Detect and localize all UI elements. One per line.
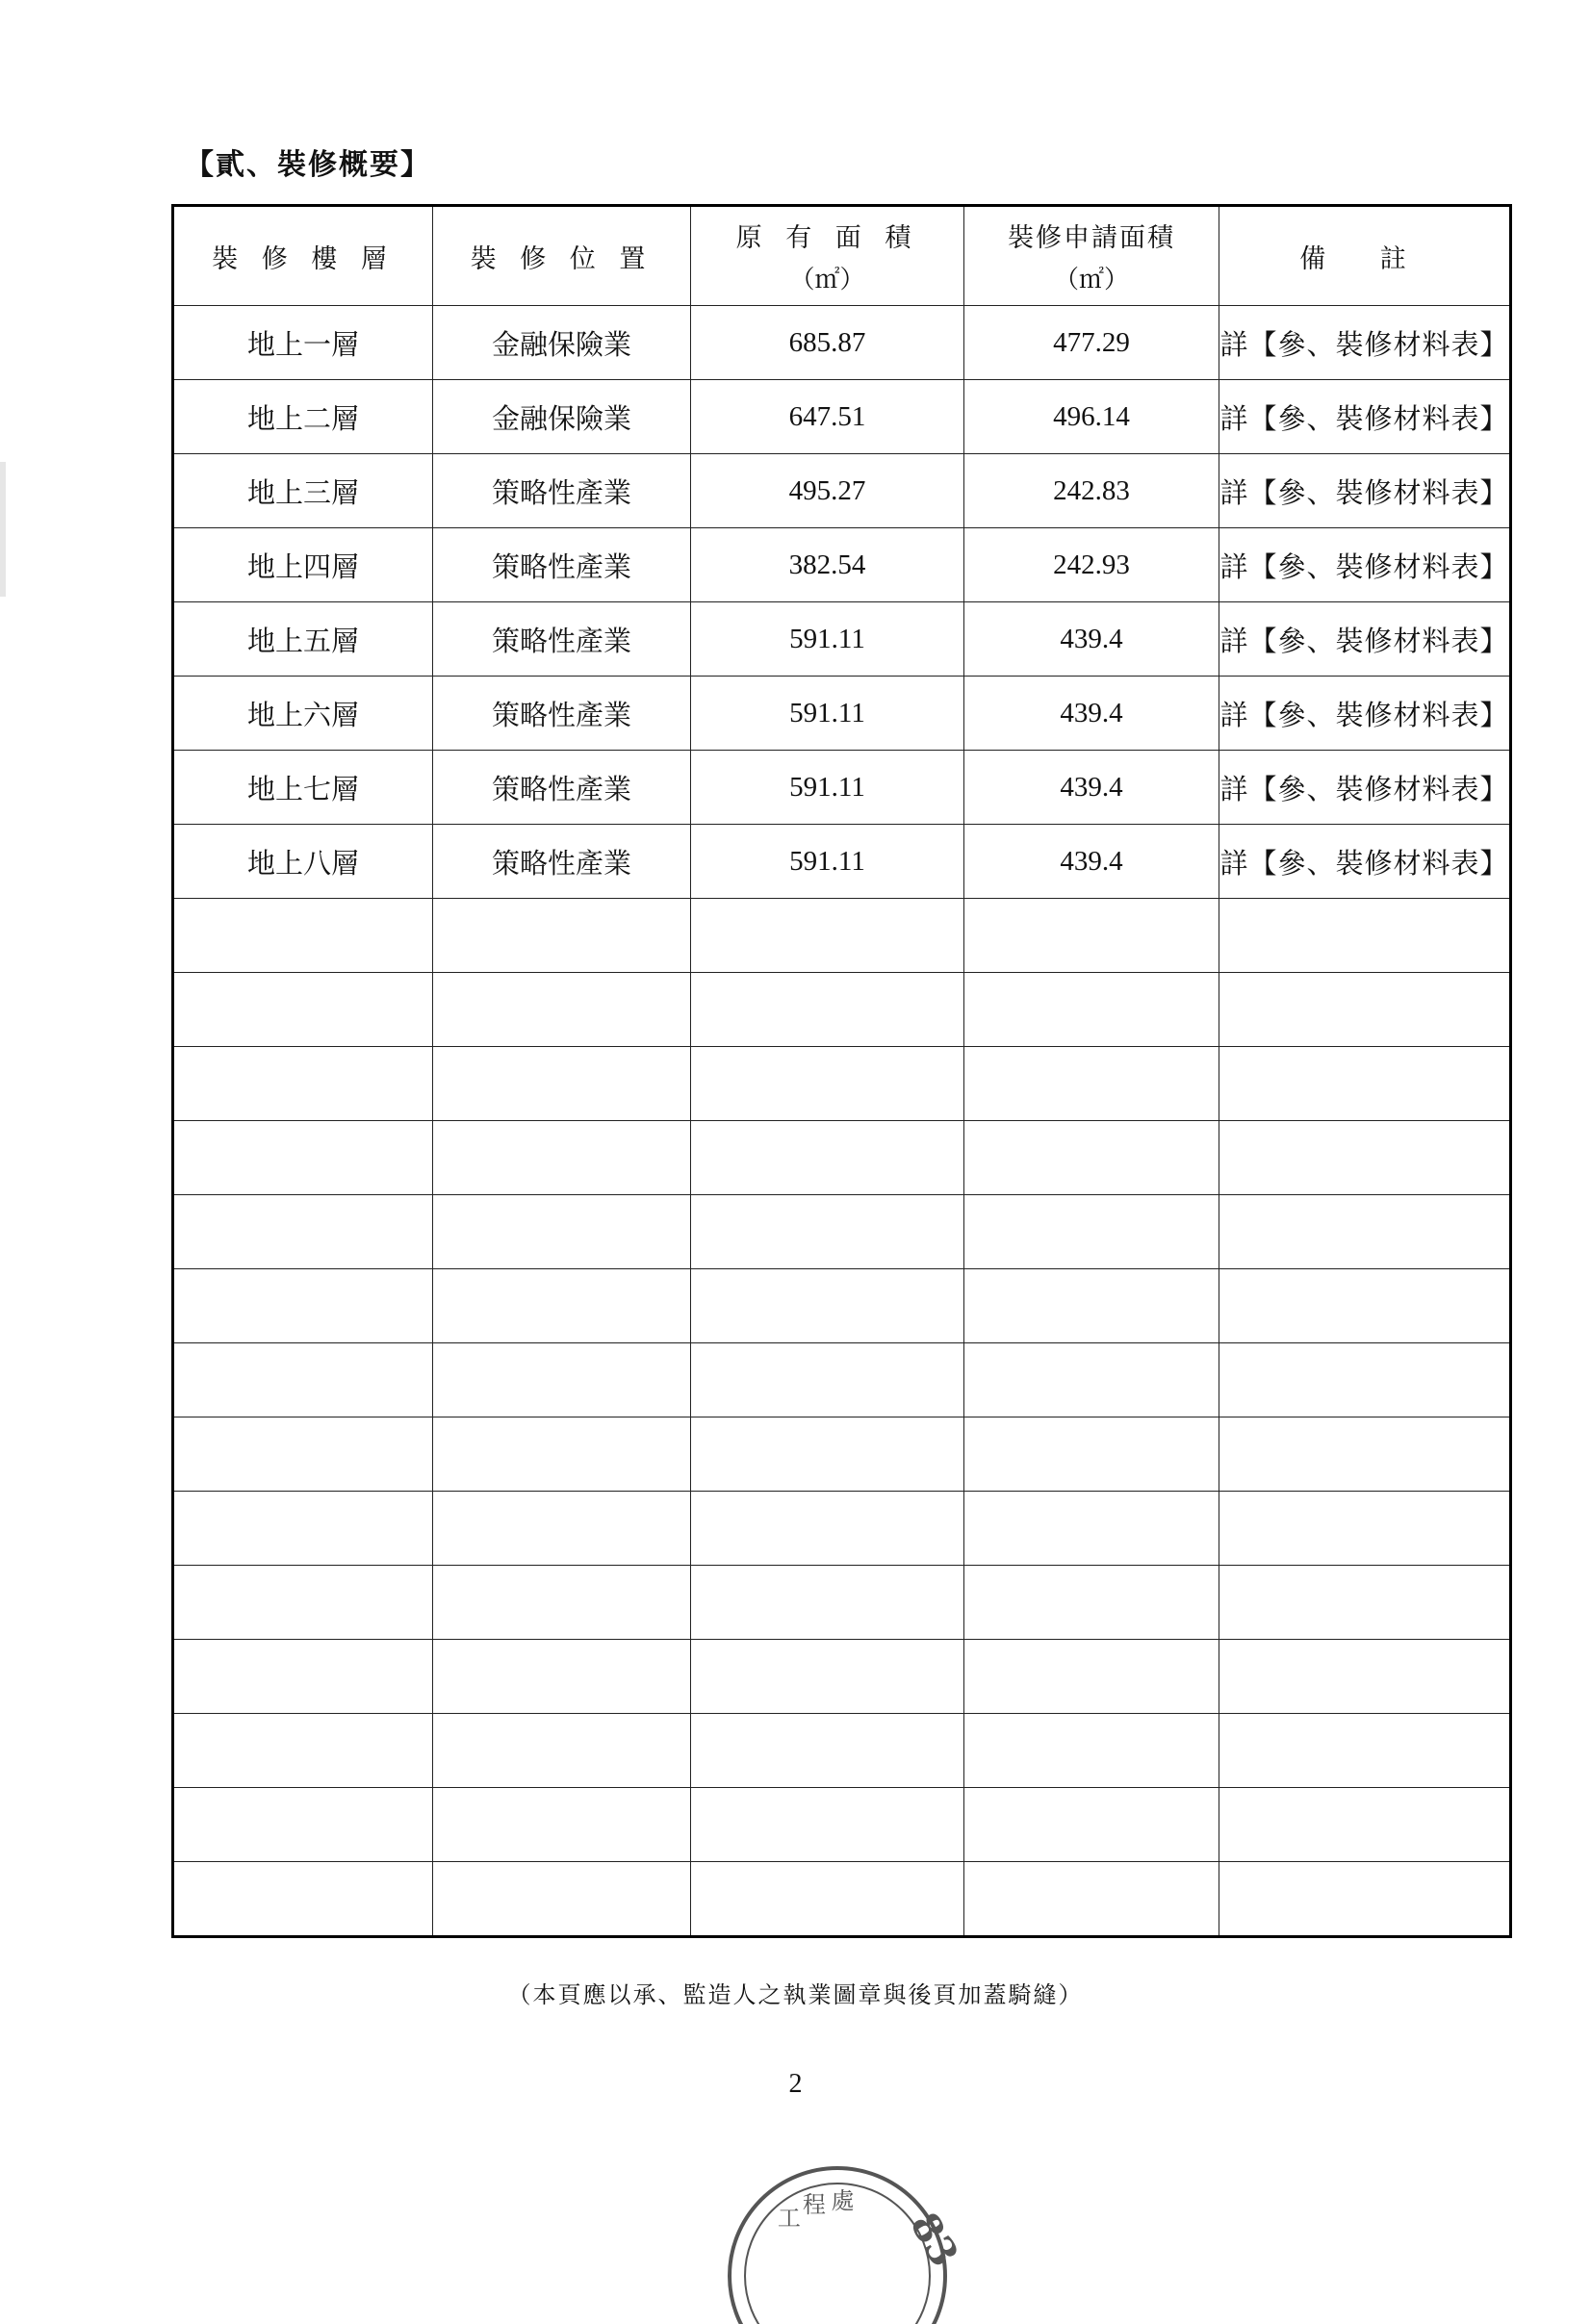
empty-cell — [691, 1047, 964, 1121]
empty-cell — [173, 1788, 433, 1862]
stamp-seal — [703, 2132, 967, 2324]
cell-original-area: 591.11 — [691, 751, 964, 825]
cell-original-area: 591.11 — [691, 602, 964, 677]
empty-cell — [964, 1640, 1219, 1714]
empty-cell — [1219, 1417, 1511, 1492]
empty-cell — [1219, 1862, 1511, 1937]
cell-applied-area: 439.4 — [964, 825, 1219, 899]
empty-cell — [173, 1269, 433, 1343]
empty-cell — [964, 973, 1219, 1047]
empty-cell — [691, 1269, 964, 1343]
empty-cell — [1219, 1343, 1511, 1417]
table-body — [173, 306, 1511, 1937]
empty-cell — [691, 1788, 964, 1862]
cell-floor: 地上六層 — [173, 677, 433, 751]
empty-cell — [691, 1566, 964, 1640]
empty-cell — [1219, 1195, 1511, 1269]
cell-original-area: 647.51 — [691, 380, 964, 454]
cell-original-area: 685.87 — [691, 306, 964, 380]
cell-applied-area: 439.4 — [964, 602, 1219, 677]
table-row — [173, 602, 1511, 677]
cell-remarks: 詳【參、裝修材料表】 — [1219, 454, 1511, 528]
table-row — [173, 380, 1511, 454]
empty-cell — [964, 1714, 1219, 1788]
cell-location: 金融保險業 — [433, 306, 691, 380]
empty-cell — [691, 899, 964, 973]
cell-floor: 地上七層 — [173, 751, 433, 825]
scan-edge-mark — [0, 462, 6, 597]
empty-cell — [691, 1862, 964, 1937]
empty-cell — [1219, 1269, 1511, 1343]
empty-cell — [173, 1195, 433, 1269]
table-header-row — [173, 206, 1511, 306]
empty-cell — [433, 1047, 691, 1121]
empty-table-row — [173, 899, 1511, 973]
empty-cell — [433, 1862, 691, 1937]
empty-cell — [433, 1121, 691, 1195]
empty-table-row — [173, 1566, 1511, 1640]
cell-remarks: 詳【參、裝修材料表】 — [1219, 825, 1511, 899]
empty-table-row — [173, 1492, 1511, 1566]
empty-cell — [964, 899, 1219, 973]
seal-char: 程 — [802, 2190, 826, 2218]
empty-table-row — [173, 1343, 1511, 1417]
header-location — [433, 206, 691, 306]
footer-note: （本頁應以承、監造人之執業圖章與後頁加蓋騎縫） — [507, 1981, 1084, 2008]
empty-table-row — [173, 1714, 1511, 1788]
empty-cell — [173, 1343, 433, 1417]
empty-cell — [433, 1269, 691, 1343]
empty-cell — [173, 899, 433, 973]
empty-cell — [1219, 1566, 1511, 1640]
cell-applied-area: 439.4 — [964, 677, 1219, 751]
empty-table-row — [173, 1862, 1511, 1937]
cell-remarks: 詳【參、裝修材料表】 — [1219, 751, 1511, 825]
empty-cell — [433, 899, 691, 973]
empty-cell — [173, 1121, 433, 1195]
empty-cell — [433, 973, 691, 1047]
empty-cell — [173, 1492, 433, 1566]
table-row — [173, 751, 1511, 825]
empty-cell — [964, 1269, 1219, 1343]
empty-cell — [964, 1566, 1219, 1640]
empty-cell — [433, 1640, 691, 1714]
table-row — [173, 306, 1511, 380]
empty-cell — [1219, 1121, 1511, 1195]
cell-applied-area: 439.4 — [964, 751, 1219, 825]
cell-remarks: 詳【參、裝修材料表】 — [1219, 380, 1511, 454]
empty-cell — [173, 1047, 433, 1121]
table-row — [173, 677, 1511, 751]
empty-cell — [964, 1195, 1219, 1269]
header-remarks — [1219, 206, 1511, 306]
header-original-area-unit: （㎡） — [789, 266, 865, 294]
cell-applied-area: 242.83 — [964, 454, 1219, 528]
empty-cell — [1219, 1788, 1511, 1862]
empty-cell — [691, 1492, 964, 1566]
cell-applied-area: 242.93 — [964, 528, 1219, 602]
empty-cell — [691, 973, 964, 1047]
empty-cell — [691, 1640, 964, 1714]
empty-cell — [1219, 1047, 1511, 1121]
cell-location: 策略性產業 — [433, 454, 691, 528]
cell-remarks: 詳【參、裝修材料表】 — [1219, 528, 1511, 602]
header-original-area — [691, 206, 964, 306]
empty-table-row — [173, 973, 1511, 1047]
empty-cell — [964, 1492, 1219, 1566]
renovation-summary-table — [171, 204, 1512, 1938]
empty-cell — [1219, 973, 1511, 1047]
empty-table-row — [173, 1640, 1511, 1714]
cell-remarks: 詳【參、裝修材料表】 — [1219, 306, 1511, 380]
empty-cell — [691, 1343, 964, 1417]
cell-applied-area: 496.14 — [964, 380, 1219, 454]
empty-cell — [964, 1047, 1219, 1121]
cell-remarks: 詳【參、裝修材料表】 — [1219, 602, 1511, 677]
seal-char: 處 — [831, 2187, 855, 2215]
empty-cell — [1219, 1714, 1511, 1788]
header-location-label: 裝 修 位 置 — [470, 243, 654, 274]
cell-floor: 地上五層 — [173, 602, 433, 677]
empty-cell — [433, 1195, 691, 1269]
cell-location: 策略性產業 — [433, 602, 691, 677]
header-remarks-label: 備 註 — [1299, 243, 1429, 274]
section-title: 【貳、裝修概要】 — [185, 148, 431, 182]
empty-cell — [173, 973, 433, 1047]
header-applied-area — [964, 206, 1219, 306]
empty-cell — [964, 1788, 1219, 1862]
empty-cell — [964, 1417, 1219, 1492]
empty-cell — [1219, 1492, 1511, 1566]
header-applied-area-unit: （㎡） — [1053, 266, 1129, 294]
empty-cell — [433, 1714, 691, 1788]
cell-location: 金融保險業 — [433, 380, 691, 454]
cell-original-area: 382.54 — [691, 528, 964, 602]
empty-cell — [173, 1862, 433, 1937]
header-floor — [173, 206, 433, 306]
empty-cell — [433, 1566, 691, 1640]
empty-cell — [173, 1640, 433, 1714]
seal-digits: 83 — [901, 2205, 967, 2275]
cell-remarks: 詳【參、裝修材料表】 — [1219, 677, 1511, 751]
empty-cell — [964, 1121, 1219, 1195]
cell-location: 策略性產業 — [433, 677, 691, 751]
header-floor-label: 裝 修 樓 層 — [212, 243, 395, 274]
empty-cell — [433, 1417, 691, 1492]
empty-cell — [173, 1714, 433, 1788]
cell-floor: 地上四層 — [173, 528, 433, 602]
page-number: 2 — [788, 2069, 803, 2099]
cell-location: 策略性產業 — [433, 528, 691, 602]
empty-cell — [691, 1417, 964, 1492]
empty-cell — [964, 1862, 1219, 1937]
empty-cell — [433, 1492, 691, 1566]
cell-floor: 地上八層 — [173, 825, 433, 899]
empty-table-row — [173, 1047, 1511, 1121]
empty-table-row — [173, 1121, 1511, 1195]
empty-cell — [433, 1343, 691, 1417]
cell-original-area: 591.11 — [691, 825, 964, 899]
cell-floor: 地上三層 — [173, 454, 433, 528]
cell-location: 策略性產業 — [433, 751, 691, 825]
empty-table-row — [173, 1788, 1511, 1862]
cell-location: 策略性產業 — [433, 825, 691, 899]
empty-table-row — [173, 1195, 1511, 1269]
empty-cell — [173, 1566, 433, 1640]
header-applied-area-label: 裝修申請面積 — [1008, 223, 1175, 253]
table-row — [173, 454, 1511, 528]
header-original-area-label: 原 有 面 積 — [735, 223, 919, 253]
empty-cell — [691, 1121, 964, 1195]
empty-cell — [1219, 899, 1511, 973]
empty-cell — [173, 1417, 433, 1492]
empty-table-row — [173, 1417, 1511, 1492]
empty-cell — [1219, 1640, 1511, 1714]
empty-cell — [964, 1343, 1219, 1417]
empty-cell — [433, 1788, 691, 1862]
table-row — [173, 825, 1511, 899]
table-row — [173, 528, 1511, 602]
empty-cell — [691, 1195, 964, 1269]
empty-table-row — [173, 1269, 1511, 1343]
empty-cell — [691, 1714, 964, 1788]
cell-applied-area: 477.29 — [964, 306, 1219, 380]
cell-floor: 地上一層 — [173, 306, 433, 380]
cell-floor: 地上二層 — [173, 380, 433, 454]
cell-original-area: 591.11 — [691, 677, 964, 751]
cell-original-area: 495.27 — [691, 454, 964, 528]
seal-char: 工 — [777, 2205, 801, 2233]
